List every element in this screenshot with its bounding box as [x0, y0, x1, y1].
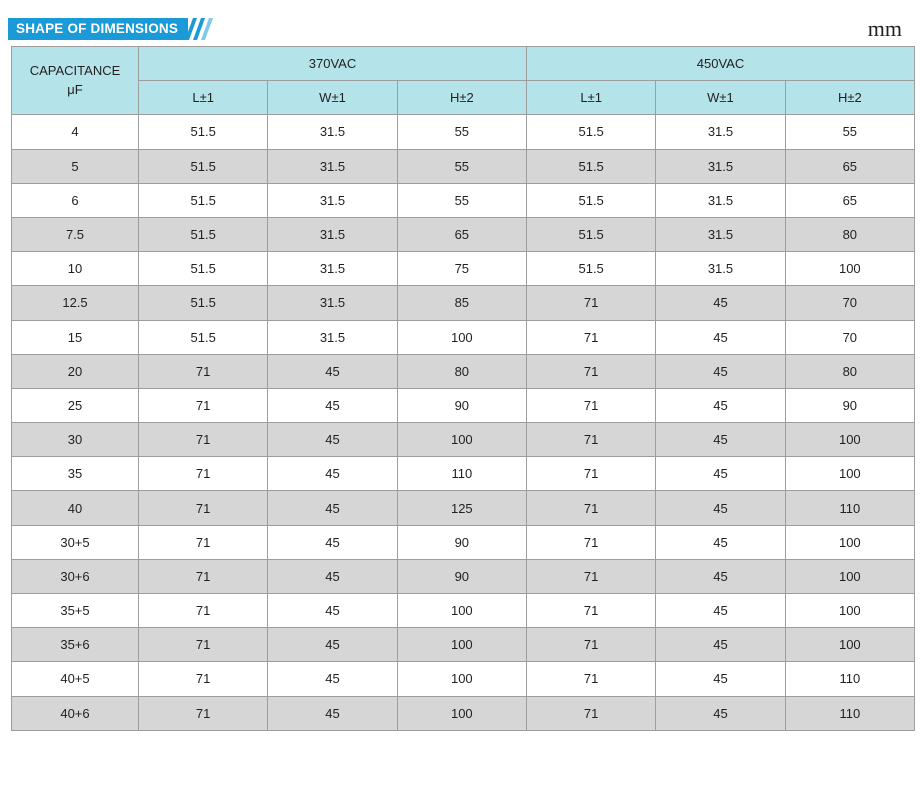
- cell-370-h: 85: [397, 286, 526, 320]
- cell-450-w: 31.5: [656, 183, 785, 217]
- cell-450-l: 71: [526, 594, 655, 628]
- cell-450-w: 45: [656, 388, 785, 422]
- cell-450-w: 45: [656, 320, 785, 354]
- group-header-370vac: 370VAC: [139, 47, 527, 81]
- slash-decoration-icon: [188, 18, 214, 40]
- cell-370-l: 71: [139, 628, 268, 662]
- cell-450-l: 71: [526, 696, 655, 730]
- cell-capacitance: 30+6: [12, 559, 139, 593]
- cell-450-w: 45: [656, 662, 785, 696]
- table-row: [12, 183, 915, 217]
- table-row: [12, 594, 915, 628]
- page-header: [8, 0, 912, 46]
- cell-450-l: 71: [526, 388, 655, 422]
- cell-370-h: 100: [397, 423, 526, 457]
- cell-370-h: 100: [397, 696, 526, 730]
- cell-450-l: 71: [526, 628, 655, 662]
- cell-450-w: 45: [656, 491, 785, 525]
- cell-450-w: 45: [656, 354, 785, 388]
- cell-370-l: 71: [139, 388, 268, 422]
- cell-370-w: 31.5: [268, 320, 397, 354]
- section-title-banner: [8, 18, 214, 40]
- cell-370-w: 31.5: [268, 286, 397, 320]
- table-row: [12, 525, 915, 559]
- table-row: [12, 696, 915, 730]
- cell-370-h: 90: [397, 559, 526, 593]
- cell-450-l: 71: [526, 559, 655, 593]
- cell-450-l: 71: [526, 457, 655, 491]
- cell-450-h: 80: [785, 217, 914, 251]
- cell-370-h: 75: [397, 252, 526, 286]
- sub-header-370-w: W±1: [268, 81, 397, 115]
- cell-450-l: 71: [526, 423, 655, 457]
- cell-370-w: 31.5: [268, 115, 397, 149]
- cell-370-w: 45: [268, 696, 397, 730]
- cell-capacitance: 15: [12, 320, 139, 354]
- table-header: [12, 47, 915, 115]
- cell-450-w: 31.5: [656, 149, 785, 183]
- cell-450-h: 80: [785, 354, 914, 388]
- cell-capacitance: 5: [12, 149, 139, 183]
- cell-370-l: 71: [139, 594, 268, 628]
- cell-capacitance: 20: [12, 354, 139, 388]
- cell-450-w: 31.5: [656, 252, 785, 286]
- cell-450-h: 70: [785, 286, 914, 320]
- cell-370-h: 110: [397, 457, 526, 491]
- group-header-450vac: 450VAC: [526, 47, 914, 81]
- cell-370-w: 45: [268, 423, 397, 457]
- cell-450-w: 45: [656, 628, 785, 662]
- cell-370-h: 90: [397, 388, 526, 422]
- page-title: SHAPE OF DIMENSIONS: [8, 18, 188, 40]
- cell-370-h: 100: [397, 628, 526, 662]
- cell-450-l: 71: [526, 286, 655, 320]
- cell-capacitance: 35+5: [12, 594, 139, 628]
- cell-370-w: 45: [268, 457, 397, 491]
- cell-450-w: 45: [656, 423, 785, 457]
- table-row: [12, 252, 915, 286]
- cell-450-w: 45: [656, 525, 785, 559]
- cell-370-w: 31.5: [268, 149, 397, 183]
- table-row: [12, 662, 915, 696]
- cell-370-l: 51.5: [139, 217, 268, 251]
- cell-capacitance: 30: [12, 423, 139, 457]
- table-row: [12, 628, 915, 662]
- cell-450-l: 51.5: [526, 149, 655, 183]
- cell-370-l: 71: [139, 696, 268, 730]
- cell-370-h: 65: [397, 217, 526, 251]
- cell-370-w: 31.5: [268, 217, 397, 251]
- cell-capacitance: 30+5: [12, 525, 139, 559]
- table-row: [12, 320, 915, 354]
- cell-capacitance: 40+6: [12, 696, 139, 730]
- table-row: [12, 286, 915, 320]
- cell-capacitance: 12.5: [12, 286, 139, 320]
- cell-450-h: 110: [785, 662, 914, 696]
- cell-370-l: 71: [139, 457, 268, 491]
- cell-450-h: 100: [785, 457, 914, 491]
- cell-370-l: 71: [139, 662, 268, 696]
- cell-450-h: 100: [785, 559, 914, 593]
- dimensions-table: [11, 46, 915, 731]
- cell-370-w: 45: [268, 491, 397, 525]
- cell-450-h: 100: [785, 252, 914, 286]
- cell-capacitance: 35+6: [12, 628, 139, 662]
- table-row: [12, 115, 915, 149]
- table-row: [12, 354, 915, 388]
- cell-370-w: 45: [268, 354, 397, 388]
- cell-370-l: 51.5: [139, 320, 268, 354]
- cell-370-w: 45: [268, 388, 397, 422]
- cell-370-h: 55: [397, 115, 526, 149]
- cell-450-l: 51.5: [526, 217, 655, 251]
- cell-450-w: 31.5: [656, 217, 785, 251]
- cell-370-l: 71: [139, 423, 268, 457]
- cell-450-h: 100: [785, 628, 914, 662]
- cell-370-w: 45: [268, 594, 397, 628]
- cell-370-h: 100: [397, 320, 526, 354]
- table-row: [12, 457, 915, 491]
- cell-capacitance: 10: [12, 252, 139, 286]
- cell-capacitance: 25: [12, 388, 139, 422]
- cell-370-l: 51.5: [139, 252, 268, 286]
- cell-450-w: 45: [656, 594, 785, 628]
- cell-370-w: 45: [268, 628, 397, 662]
- cell-450-h: 100: [785, 423, 914, 457]
- cell-450-l: 51.5: [526, 183, 655, 217]
- cell-450-h: 100: [785, 525, 914, 559]
- cell-370-h: 90: [397, 525, 526, 559]
- cell-370-l: 51.5: [139, 115, 268, 149]
- cell-450-h: 110: [785, 491, 914, 525]
- cell-450-l: 71: [526, 354, 655, 388]
- sub-header-450-l: L±1: [526, 81, 655, 115]
- cell-450-w: 31.5: [656, 115, 785, 149]
- cell-370-w: 45: [268, 662, 397, 696]
- cell-capacitance: 6: [12, 183, 139, 217]
- table-row: [12, 423, 915, 457]
- table-row: [12, 491, 915, 525]
- cell-capacitance: 35: [12, 457, 139, 491]
- table-body: [12, 115, 915, 730]
- cell-370-h: 80: [397, 354, 526, 388]
- cell-370-l: 71: [139, 354, 268, 388]
- capacitance-header: CAPACITANCE μF: [12, 47, 139, 115]
- cell-370-l: 71: [139, 491, 268, 525]
- cell-450-h: 65: [785, 183, 914, 217]
- cell-370-w: 31.5: [268, 252, 397, 286]
- cell-450-l: 51.5: [526, 115, 655, 149]
- cell-370-w: 45: [268, 559, 397, 593]
- cell-450-l: 71: [526, 320, 655, 354]
- cell-370-l: 51.5: [139, 183, 268, 217]
- sub-header-370-h: H±2: [397, 81, 526, 115]
- cell-450-h: 55: [785, 115, 914, 149]
- sub-header-450-h: H±2: [785, 81, 914, 115]
- cell-450-h: 70: [785, 320, 914, 354]
- cell-370-h: 100: [397, 594, 526, 628]
- cell-370-h: 100: [397, 662, 526, 696]
- cell-370-h: 125: [397, 491, 526, 525]
- cell-370-l: 71: [139, 525, 268, 559]
- cell-450-h: 90: [785, 388, 914, 422]
- unit-label: mm: [867, 16, 902, 41]
- cell-450-l: 71: [526, 525, 655, 559]
- cell-370-w: 31.5: [268, 183, 397, 217]
- cell-capacitance: 7.5: [12, 217, 139, 251]
- table-row: [12, 559, 915, 593]
- cell-450-h: 65: [785, 149, 914, 183]
- cell-450-l: 71: [526, 491, 655, 525]
- cell-370-h: 55: [397, 183, 526, 217]
- table-row: [12, 149, 915, 183]
- cell-450-w: 45: [656, 559, 785, 593]
- cell-capacitance: 4: [12, 115, 139, 149]
- cell-450-w: 45: [656, 696, 785, 730]
- sub-header-450-w: W±1: [656, 81, 785, 115]
- cell-450-h: 110: [785, 696, 914, 730]
- cell-450-h: 100: [785, 594, 914, 628]
- cell-370-h: 55: [397, 149, 526, 183]
- cell-capacitance: 40: [12, 491, 139, 525]
- cell-370-l: 51.5: [139, 286, 268, 320]
- table-header-row-subs: [12, 81, 915, 115]
- table-row: [12, 217, 915, 251]
- cell-450-l: 71: [526, 662, 655, 696]
- cell-370-l: 71: [139, 559, 268, 593]
- cell-370-w: 45: [268, 525, 397, 559]
- cell-450-w: 45: [656, 286, 785, 320]
- cell-capacitance: 40+5: [12, 662, 139, 696]
- table-row: [12, 388, 915, 422]
- table-header-row-groups: [12, 47, 915, 81]
- cell-450-w: 45: [656, 457, 785, 491]
- cell-450-l: 51.5: [526, 252, 655, 286]
- cell-370-l: 51.5: [139, 149, 268, 183]
- sub-header-370-l: L±1: [139, 81, 268, 115]
